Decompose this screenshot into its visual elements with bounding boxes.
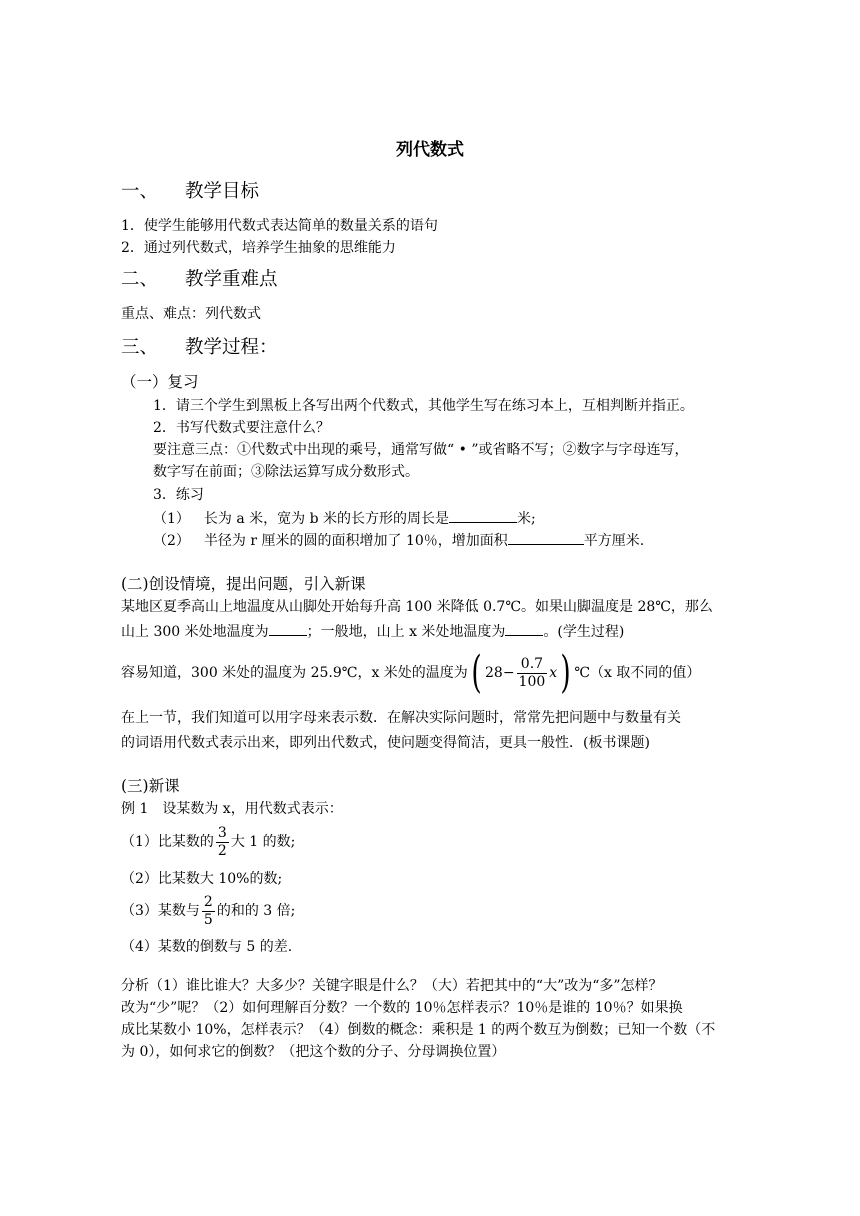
section-title: 教学过程： [185, 337, 278, 358]
text-segment: 。(学生过程) [543, 624, 625, 640]
right-paren: ) [560, 647, 571, 698]
section-title: 教学目标 [185, 181, 260, 202]
fraction [216, 825, 229, 860]
scenario-formula-line [121, 647, 701, 698]
scenario-heading: (二)创设情境，提出问题，引入新课 [121, 575, 366, 593]
scenario-paragraph: 在上一节，我们知道可以用字母来表示数．在解决实际问题时，常常先把问题中与数量有关 [121, 710, 681, 726]
review-note: 数字写在前面；③除法运算写成分数形式。 [153, 464, 419, 480]
exercise-item [153, 530, 644, 551]
expr-variable: x [549, 665, 558, 681]
key-points-text: 重点、难点：列代数式 [121, 306, 261, 322]
fraction [517, 656, 548, 691]
text-segment: 容易知道，300 米处的温度为 25.9℃，x 米处的温度为 [121, 665, 468, 681]
text-segment: ；一般地，山上 x 米处地温度为 [306, 624, 506, 640]
section-heading-process [121, 336, 278, 360]
exercise-number: （1） [153, 511, 190, 527]
exercise-unit: 平方厘米. [583, 533, 645, 549]
expr-operator: − [502, 665, 515, 681]
section-heading-keypoints [121, 268, 278, 292]
text-segment: 山上 300 米处地温度为 [121, 624, 269, 640]
review-item: 1．请三个学生到黑板上各写出两个代数式，其他学生写在练习本上，互相判断并指正。 [153, 398, 694, 414]
fraction-numerator: 3 [217, 824, 227, 841]
text-segment: （1）比某数的 [121, 834, 214, 850]
fraction-numerator: 0.7 [520, 655, 544, 672]
analysis-line: 成比某数小 10%，怎样表示？（4）倒数的概念：乘积是 1 的两个数互为倒数；已知一个数（不 [121, 1022, 716, 1038]
scenario-text: 某地区夏季高山上地温度从山脚处开始每升高 100 米降低 0.7℃。如果山脚温度是 28℃，那么 [121, 599, 713, 615]
exercise-unit: 米; [517, 511, 536, 527]
question-item: （4）某数的倒数与 5 的差. [121, 939, 293, 955]
goal-item: 2．通过列代数式，培养学生抽象的思维能力 [121, 240, 396, 256]
text-segment: （3）某数与 [121, 903, 200, 919]
exercise-text: 长为 a 米，宽为 b 米的长方形的周长是 [203, 511, 450, 527]
document-title: 列代数式 [396, 140, 464, 160]
fraction [202, 894, 215, 929]
left-paren: ( [471, 647, 482, 698]
answer-blank [508, 530, 584, 545]
question-item [121, 891, 295, 931]
newlesson-heading: (三)新课 [121, 777, 180, 795]
analysis-line: 改为“少”呢？（2）如何理解百分数？一个数的 10％怎样表示？10％是谁的 10％？如果换 [121, 1000, 683, 1016]
exercise-text: 半径为 r 厘米的圆的面积增加了 10％，增加面积 [203, 533, 508, 549]
example-intro: 例 1 设某数为 x，用代数式表示： [121, 801, 343, 817]
section-number: 一、 [121, 181, 159, 202]
question-item: （2）比某数大 10%的数; [121, 871, 283, 887]
review-heading: （一）复习 [121, 373, 199, 391]
section-heading-goals [121, 180, 259, 204]
fraction-numerator: 2 [203, 893, 213, 910]
review-note: 要注意三点：①代数式中出现的乘号，通常写做“ • ”或省略不写；②数字与字母连写， [153, 442, 689, 458]
scenario-text [121, 621, 624, 642]
text-segment: 的和的 3 倍; [216, 903, 296, 919]
fraction-denominator: 2 [217, 842, 227, 859]
scenario-paragraph: 的词语用代数式表示出来，即列出代数式，使问题变得简洁，更具一般性．(板书课题) [121, 735, 650, 751]
text-segment: 大 1 的数; [230, 834, 296, 850]
exercise-item [153, 508, 536, 529]
review-item: 3．练习 [153, 487, 204, 503]
expr-constant: 28 [484, 665, 503, 681]
section-number: 二、 [121, 269, 159, 290]
fraction-denominator: 100 [518, 673, 546, 690]
answer-blank [505, 621, 543, 636]
temperature-expression [468, 647, 575, 698]
answer-blank [449, 508, 517, 523]
review-item: 2．书写代数式要注意什么？ [153, 420, 330, 436]
text-segment: ℃（x 取不同的值） [574, 665, 701, 681]
section-title: 教学重难点 [185, 269, 278, 290]
fraction-denominator: 5 [203, 911, 213, 928]
answer-blank [269, 621, 307, 636]
exercise-number: （2） [153, 533, 190, 549]
analysis-line: 为 0），如何求它的倒数？（把这个数的分子、分母调换位置） [121, 1044, 506, 1060]
analysis-line: 分析（1）谁比谁大？大多少？关键字眼是什么？（大）若把其中的“大”改为“多”怎样？ [121, 978, 663, 994]
goal-item: 1．使学生能够用代数式表达简单的数量关系的语句 [121, 218, 438, 234]
section-number: 三、 [121, 337, 159, 358]
question-item [121, 822, 295, 862]
